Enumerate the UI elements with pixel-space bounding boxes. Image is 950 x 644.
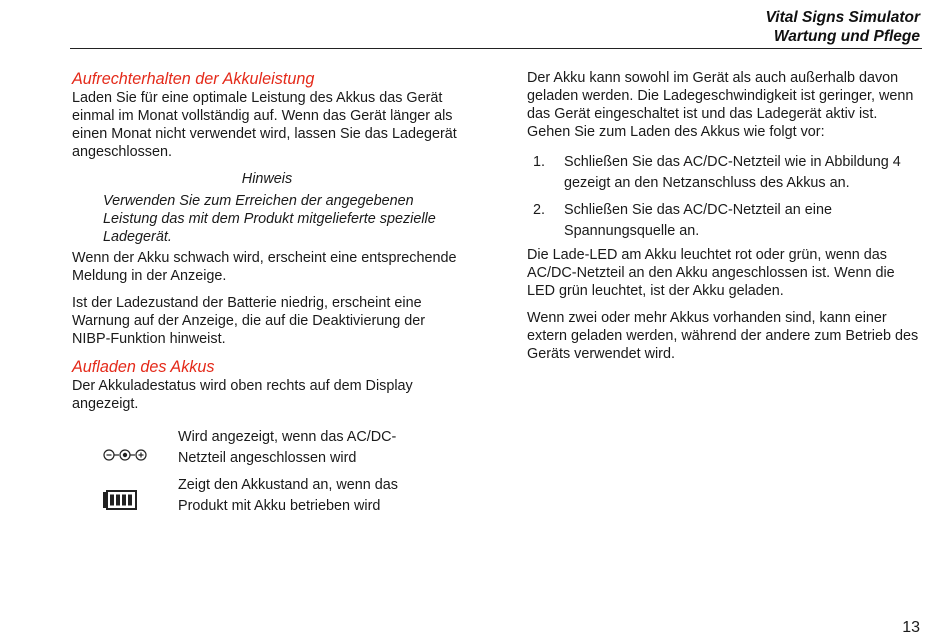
header-rule (70, 48, 922, 49)
paragraph-charging-intro: Der Akku kann sowohl im Gerät als auch außerhalb davon geladen werden. Die Ladegeschwindigkeit ist geringer, wenn das Gerät eingeschaltet ist und das Ladegerät aktiv ist. Gehen Sie zum Laden des Akkus wie folgt vor: (527, 70, 914, 140)
paragraph-status-location: Der Akkuladestatus wird oben rechts auf dem Display angezeigt. (72, 378, 413, 412)
right-column (527, 69, 922, 363)
step-number: 2. (533, 202, 546, 218)
page-header (766, 8, 920, 46)
paragraph-multiple-batteries: Wenn zwei oder mehr Akkus vorhanden sind, kann einer extern geladen werden, während der andere zum Betrieb des Geräts verwendet wird. (527, 310, 919, 362)
list-item (527, 200, 922, 241)
heading-charging: Aufladen des Akkus (72, 358, 215, 376)
paragraph-charge-monthly: Laden Sie für eine optimale Leistung des Akkus das Gerät einmal im Monat vollständig auf. Wenn das Gerät länger als einen Monat nicht verwendet wird, lassen Sie das Ladegerät angeschlossen. (72, 90, 457, 160)
heading-battery-maintenance: Aufrechterhalten der Akkuleistung (72, 70, 315, 88)
battery-icon-description: Zeigt den Akkustand an, wenn das Produkt mit Akku betrieben wird (178, 477, 399, 514)
step-text: Schließen Sie das AC/DC-Netzteil an eine Spannungsquelle an. (564, 202, 832, 239)
charging-steps-list (527, 152, 922, 241)
icon-row-adapter (72, 427, 462, 468)
ac-dc-adapter-polarity-icon (102, 447, 148, 468)
note-text: Verwenden Sie zum Erreichen der angegebenen Leistung das mit dem Produkt mitgelieferte spezielle Ladegerät. (103, 193, 436, 245)
step-text: Schließen Sie das AC/DC-Netzteil wie in Abbildung 4 gezeigt an den Netzanschluss des Akkus an. (564, 154, 901, 191)
list-item (527, 152, 922, 193)
paragraph-low-battery: Wenn der Akku schwach wird, erscheint eine entsprechende Meldung in der Anzeige. (72, 250, 457, 284)
left-column (72, 69, 462, 516)
adapter-icon-description: Wird angezeigt, wenn das AC/DC-Netzteil angeschlossen wird (178, 429, 397, 466)
paragraph-nibp-warning: Ist der Ladezustand der Batterie niedrig, erscheint eine Warnung auf der Anzeige, die auf die Deaktivierung der NIBP-Funktion hinweist. (72, 295, 426, 347)
header-title: Vital Signs Simulator (765, 9, 920, 26)
header-subtitle: Wartung und Pflege (773, 28, 920, 45)
icon-row-battery (72, 475, 462, 516)
note-title: Hinweis (241, 171, 293, 187)
battery-icon (102, 490, 138, 515)
paragraph-led-status: Die Lade-LED am Akku leuchtet rot oder grün, wenn das AC/DC-Netzteil an den Akku angeschlossen ist. Wenn die LED grün leuchtet, ist der Akku geladen. (527, 247, 895, 299)
step-number: 1. (533, 154, 546, 170)
page-number: 13 (902, 619, 920, 636)
